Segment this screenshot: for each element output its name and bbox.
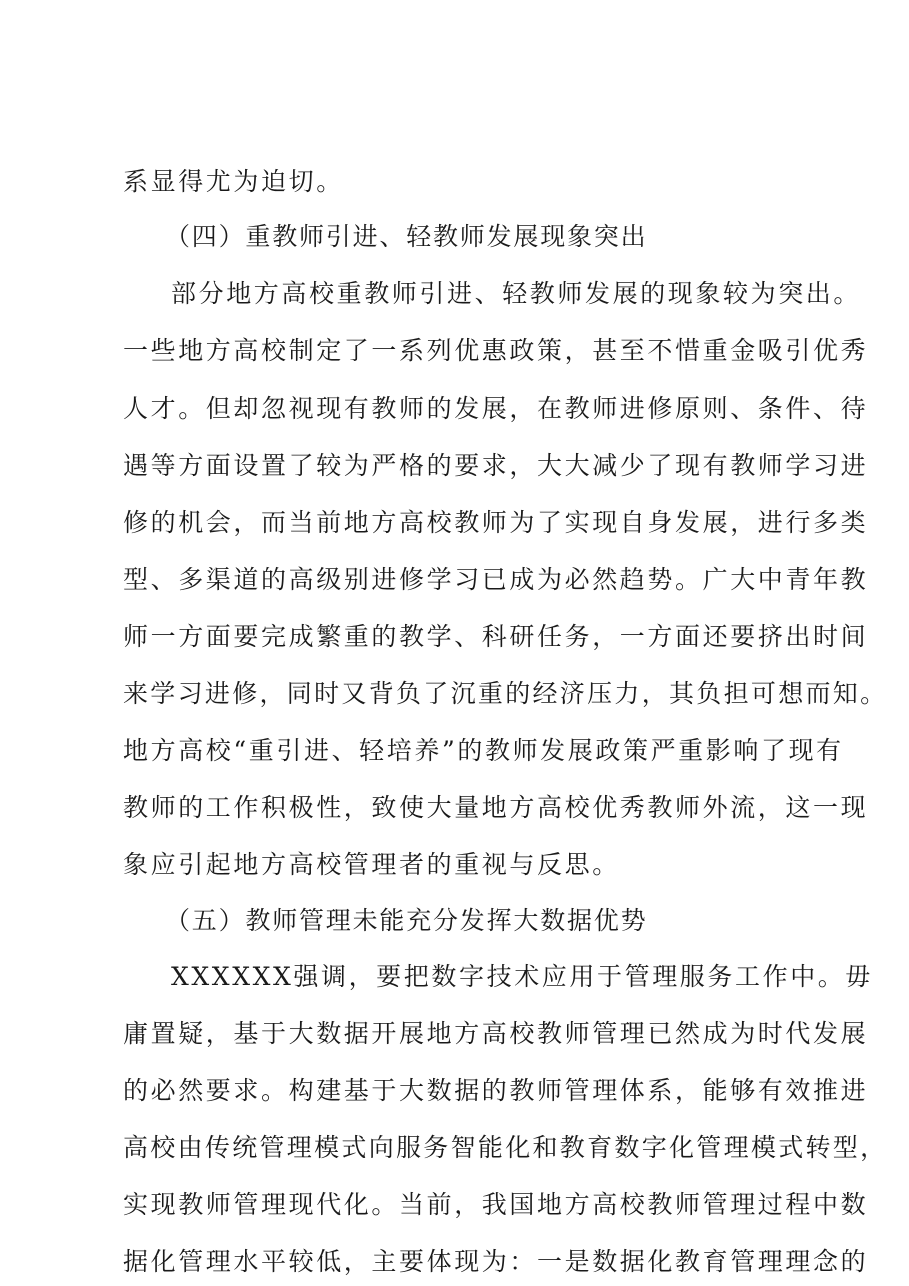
text-line: 型、多渠道的高级别进修学习已成为必然趋势。广大中青年教 [123, 565, 869, 594]
text-line: 系显得尤为迫切。 [123, 167, 344, 196]
text-line: 师一方面要完成繁重的教学、科研任务，一方面还要挤出时间 [123, 622, 869, 651]
text-line: 庸置疑，基于大数据开展地方高校教师管理已然成为时代发展 [123, 1019, 869, 1048]
section-heading-four: （四）重教师引进、轻教师发展现象突出 [165, 222, 648, 251]
text-line: 地方高校“重引进、轻培养”的教师发展政策严重影响了现有 [123, 736, 844, 765]
section-heading-five: （五）教师管理未能充分发挥大数据优势 [165, 906, 648, 935]
text-line: 高校由传统管理模式向服务智能化和教育数字化管理模式转型， [123, 1133, 888, 1162]
text-line: 实现教师管理现代化。当前，我国地方高校教师管理过程中数 [123, 1190, 869, 1219]
text-line: 教师的工作积极性，致使大量地方高校优秀教师外流，这一现 [123, 793, 869, 822]
text-line: 据化管理水平较低，主要体现为：一是数据化教育管理理念的 [123, 1247, 869, 1276]
text-line: 修的机会，而当前地方高校教师为了实现自身发展，进行多类 [123, 508, 869, 537]
text-line: 部分地方高校重教师引进、轻教师发展的现象较为突出。 [171, 279, 862, 308]
text-line: 象应引起地方高校管理者的重视与反思。 [123, 850, 620, 879]
text-line: XXXXXX强调，要把数字技术应用于管理服务工作中。毋 [171, 962, 873, 991]
text-line: 来学习进修，同时又背负了沉重的经济压力，其负担可想而知。 [123, 679, 888, 708]
text-line: 人才。但却忽视现有教师的发展，在教师进修原则、条件、待 [123, 394, 869, 423]
text-line: 的必然要求。构建基于大数据的教师管理体系，能够有效推进 [123, 1076, 869, 1105]
text-line: 一些地方高校制定了一系列优惠政策，甚至不惜重金吸引优秀 [123, 336, 869, 365]
text-line: 遇等方面设置了较为严格的要求，大大减少了现有教师学习进 [123, 451, 869, 480]
